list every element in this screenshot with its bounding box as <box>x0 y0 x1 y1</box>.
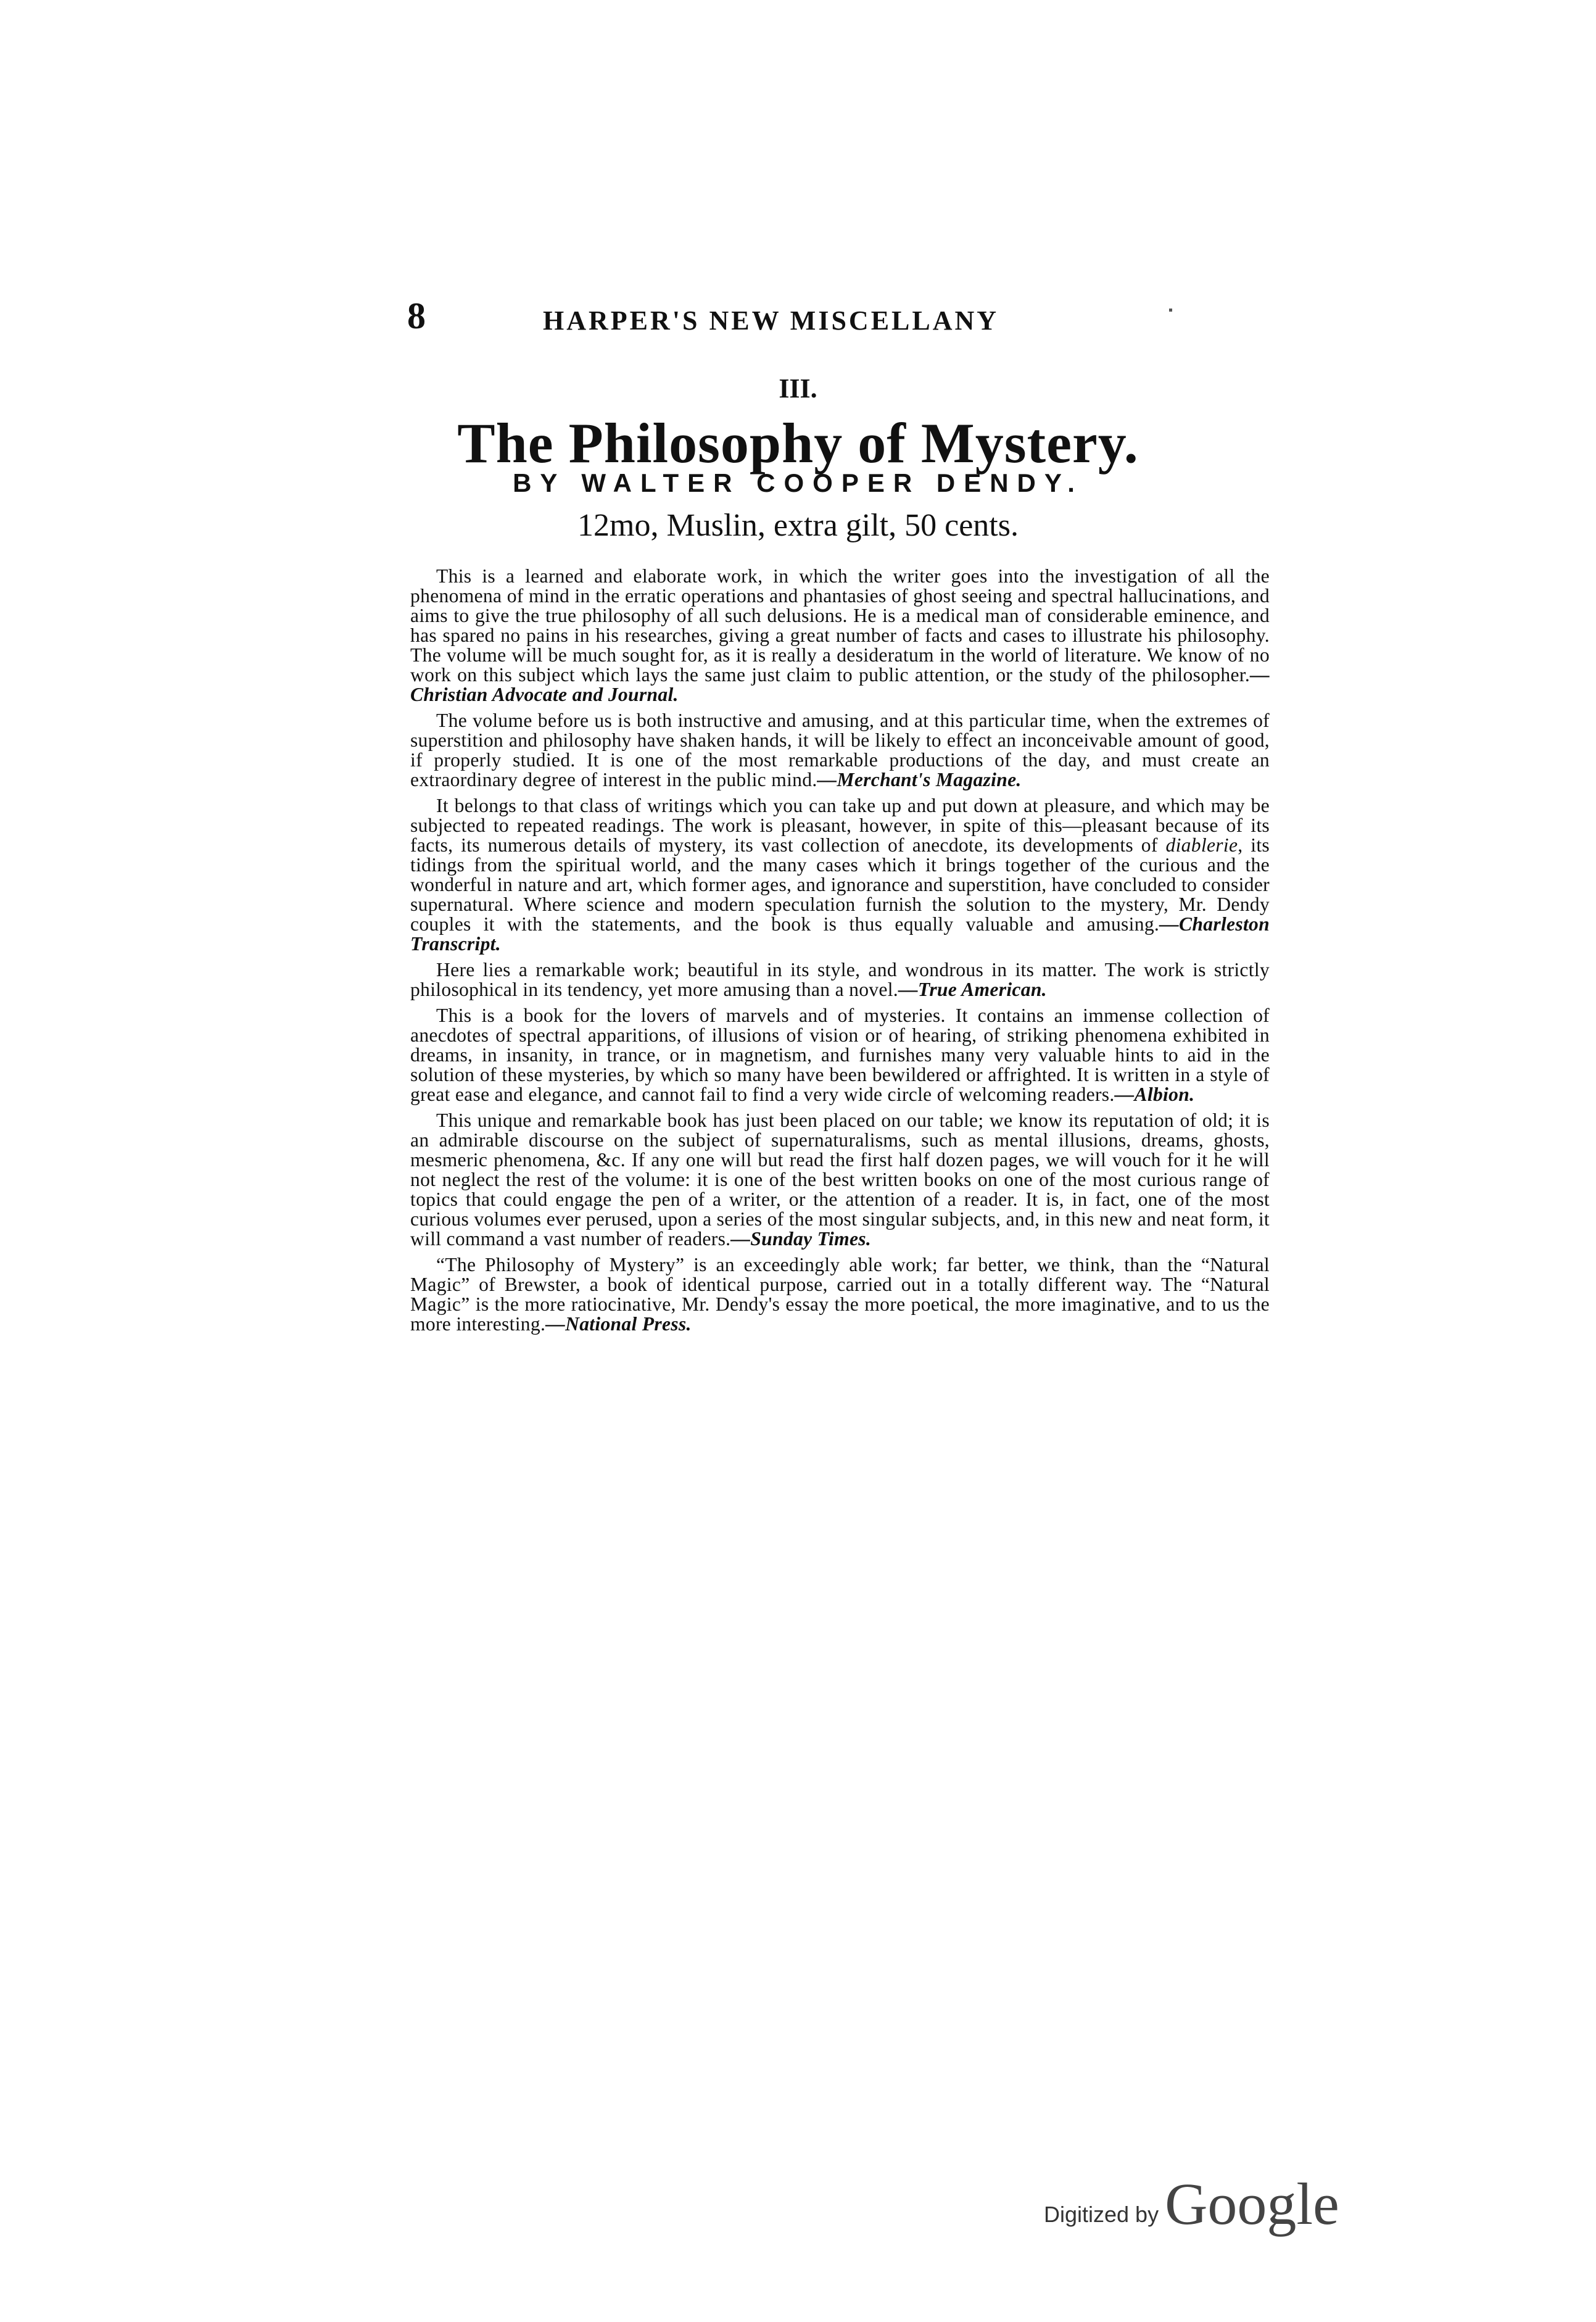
review-text: The volume before us is both instructive and amusing, and at this particular time, when the extremes of superstition and philosophy have shaken hands, it will be likely to effect an inconceivable amount of good, if properly studied. It is one of the most remarkable productions of the day, and must create an extraordinary degree of interest in the public mind. <box>410 710 1270 790</box>
review-text: “The Philosophy of Mystery” is an exceedingly able work; far better, we think, than the “Natural Magic” of Brewster, a book of identical purpose, carried out in a totally different way. The “Natural Magic” is the more ratiocinative, Mr. Dendy's essay the more poetical, the more imaginative, and to us the more interesting. <box>410 1254 1270 1335</box>
review-text: This is a book for the lovers of marvels and of mysteries. It contains an immense collection of anecdotes of spectral apparitions, of illusions of vision or of hearing, of striking phenomena exhibited in dreams, in insanity, in trance, or in magnetism, and furnishes many very valuable hints to aid in the solution of these mysteries, by which so many have been bewildered or affrighted. It is written in a style of great ease and elegance, and cannot fail to find a very wide circle of welcoming readers. <box>410 1005 1270 1105</box>
review-source: —Charleston Transcript. <box>410 913 1270 955</box>
review-paragraph <box>410 711 1270 790</box>
review-source: —True American. <box>898 979 1047 1000</box>
review-paragraph <box>410 566 1270 705</box>
review-source: —Christian Advocate and Journal. <box>410 664 1270 705</box>
book-title: The Philosophy of Mystery. <box>457 412 1139 475</box>
book-author: BY WALTER COOPER DENDY. <box>513 468 1083 497</box>
review-italic-term: diablerie <box>1165 834 1238 856</box>
running-head: HARPER'S NEW MISCELLANY <box>543 305 999 336</box>
review-source: —Albion. <box>1114 1084 1195 1105</box>
digitized-by-watermark <box>1044 2171 1389 2237</box>
review-text: This is a learned and elaborate work, in which the writer goes into the investigation of all the phenomena of mind in the erratic operations and phantasies of ghost seeing and spectral hallucinations, and aims to give the true philosophy of all such delusions. He is a medical man of considerable eminence, and has spared no pains in his researches, giving a great number of facts and cases to illustrate his philosophy. The volume will be much sought for, as it is really a desideratum in the world of literature. We know of no work on this subject which lays the same just claim to public attention, or the study of the philosopher. <box>410 565 1270 686</box>
reviews-column <box>410 566 1270 1340</box>
review-text: Here lies a remarkable work; beautiful in its style, and wondrous in its matter. The work is strictly philosophical in its tendency, yet more amusing than a novel. <box>410 959 1270 1000</box>
review-source: —Sunday Times. <box>730 1228 872 1250</box>
review-paragraph <box>410 796 1270 954</box>
review-paragraph <box>410 1111 1270 1249</box>
book-edition: 12mo, Muslin, extra gilt, 50 cents. <box>577 508 1019 543</box>
digitized-by-label: Digitized by <box>1044 2202 1159 2227</box>
review-source: —National Press. <box>545 1313 692 1335</box>
review-text: , its tidings from the spiritual world, and the many cases which it brings together of the curious and the wonderful in nature and art, which former ages, and ignorance and superstition, have concluded to consider supernatural. Where science and modern speculation furnish the solution to the mystery, Mr. Dendy couples it with the statements, and the book is thus equally valuable and amusing. <box>410 834 1270 935</box>
review-source: —Merchant's Magazine. <box>817 769 1022 790</box>
review-paragraph <box>410 1255 1270 1334</box>
review-text: This unique and remarkable book has just been placed on our table; we know its reputation of old; it is an admirable discourse on the subject of supernaturalisms, such as mental illusions, dreams, ghosts, mesmeric phenomena, &c. If any one will but read the first half dozen pages, we will vouch for it he will not neglect the rest of the volume: it is one of the best written books on one of the most curious range of topics that could engage the pen of a writer, or the attention of a reader. It is, in fact, one of the most curious volumes ever perused, upon a series of the most singular subjects, and, in this new and neat form, it will command a vast number of readers. <box>410 1109 1270 1250</box>
google-logo: Google <box>1165 2171 1339 2237</box>
stray-mark <box>1169 309 1172 312</box>
review-paragraph <box>410 1006 1270 1105</box>
review-text: It belongs to that class of writings which you can take up and put down at pleasure, and which may be subjected to repeated readings. The work is pleasant, however, in spite of this—pleasant because of its facts, its numerous details of mystery, its vast collection of anecdote, its developments of <box>410 795 1270 856</box>
page-number: 8 <box>407 296 426 336</box>
review-paragraph <box>410 960 1270 1000</box>
section-number: III. <box>779 373 817 404</box>
